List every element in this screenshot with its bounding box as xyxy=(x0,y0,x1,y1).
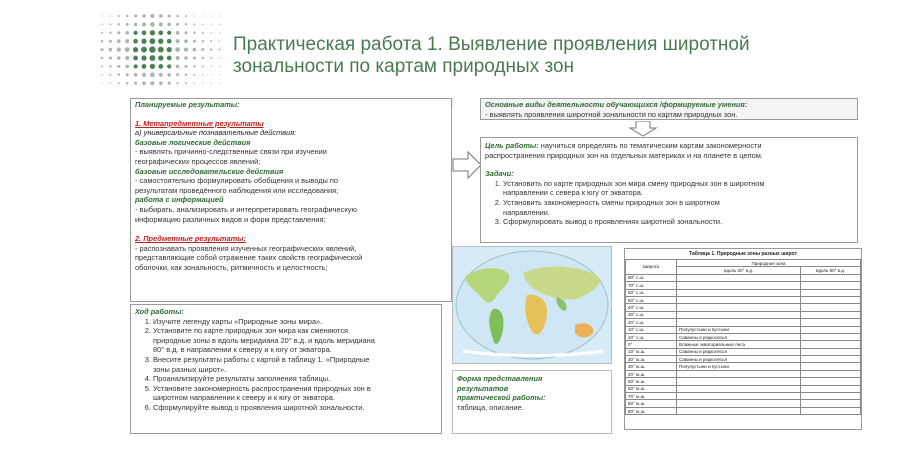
table-body xyxy=(626,274,861,414)
decorative-dot xyxy=(158,39,163,44)
zone-80-cell xyxy=(801,407,861,414)
zone-80-cell xyxy=(801,319,861,326)
decorative-dot xyxy=(202,83,203,84)
zone-20-cell: Саванны и редколесья xyxy=(677,348,801,355)
decorative-dot xyxy=(176,56,180,60)
zone-80-cell xyxy=(801,311,861,318)
table-row xyxy=(626,311,861,318)
decorative-dot xyxy=(141,39,146,44)
procedure-step-line: природные зоны в вдоль меридиана 20° в.д. и вдоль меридиана xyxy=(153,335,375,345)
decorative-dot xyxy=(150,81,154,85)
decorative-dot xyxy=(219,57,220,58)
planned-line: информацию различных видов и форм представления; xyxy=(135,214,326,224)
natural-zones-table xyxy=(625,259,861,415)
zone-80-cell xyxy=(801,348,861,355)
decorative-dot xyxy=(134,23,138,27)
procedure-step-line: 80° в.д. в направлении к северу и к югу от экватора. xyxy=(153,345,332,355)
decorative-dot xyxy=(125,31,129,35)
page-title xyxy=(233,34,853,78)
zone-20-cell xyxy=(677,385,801,392)
form-text: таблица, описание. xyxy=(457,402,524,412)
decorative-dot xyxy=(158,64,163,69)
decorative-dot xyxy=(117,39,121,43)
col-80-header: вдоль 80° в.д. xyxy=(801,267,861,274)
table-row xyxy=(626,370,861,377)
zone-80-cell xyxy=(801,326,861,333)
latitude-cell: 70° ю.ш. xyxy=(626,393,677,400)
planned-line: - выявлять причинно-следственные связи при изучении xyxy=(135,147,327,157)
decorative-dot xyxy=(101,40,103,42)
decorative-dot xyxy=(109,56,112,59)
table-row xyxy=(626,385,861,392)
form-line xyxy=(457,393,607,403)
decorative-dot xyxy=(109,65,111,67)
decorative-dot xyxy=(185,23,187,25)
latitude-cell: 60° с.ш. xyxy=(626,289,677,296)
decorative-dot xyxy=(117,48,121,52)
decorative-dot xyxy=(202,24,203,25)
zone-20-cell xyxy=(677,319,801,326)
decorative-dot xyxy=(193,56,196,59)
goal-tasks-box xyxy=(480,137,858,243)
decorative-dot xyxy=(134,82,137,85)
decorative-dot xyxy=(168,82,171,85)
zone-80-cell xyxy=(801,296,861,303)
decorative-dot xyxy=(176,73,179,76)
decorative-dot xyxy=(176,65,180,69)
zone-80-cell xyxy=(801,341,861,348)
procedure-list xyxy=(135,317,437,413)
decorative-dot xyxy=(193,32,195,34)
planned-line: - выбирать, анализировать и интерпретировать географическую xyxy=(135,204,357,214)
table-row xyxy=(626,393,861,400)
zone-80-cell xyxy=(801,363,861,370)
latitude-cell: 40° ю.ш. xyxy=(626,370,677,377)
table-row xyxy=(626,341,861,348)
decorative-dot xyxy=(193,23,195,25)
zone-20-cell: Полупустыни и пустыни xyxy=(677,363,801,370)
right-arrow-icon xyxy=(452,150,482,180)
table-row xyxy=(626,363,861,370)
decorative-dot xyxy=(100,48,103,51)
goal-label: Цель работы: xyxy=(485,141,539,150)
planned-results-box xyxy=(130,98,452,302)
procedure-step-line: 6. Сформулируйте вывод о проявления широтной зональности. xyxy=(153,402,365,412)
decorative-dot xyxy=(101,83,102,84)
decorative-dot xyxy=(219,66,220,67)
decorative-dot xyxy=(142,22,146,26)
decorative-dot xyxy=(167,73,171,77)
down-arrow-icon xyxy=(628,121,658,137)
decorative-dot xyxy=(176,15,178,17)
table-row xyxy=(626,274,861,281)
task-item xyxy=(503,198,853,217)
decorative-dot xyxy=(158,30,163,35)
table-row xyxy=(626,348,861,355)
decorative-dot xyxy=(176,23,179,26)
decorative-dot xyxy=(202,65,204,67)
decorative-dot xyxy=(176,39,180,43)
decorative-dot xyxy=(141,47,147,53)
procedure-step xyxy=(153,384,437,403)
decorative-dot xyxy=(158,55,163,60)
decorative-dot xyxy=(219,24,220,25)
task-item-line: 1. Установить по карте природных зон мира смену природных зон в широтном xyxy=(503,178,765,188)
decorative-dot xyxy=(211,24,212,25)
decorative-dot xyxy=(101,24,102,25)
decorative-dot xyxy=(175,47,180,52)
decorative-dot xyxy=(117,56,121,60)
planned-line: - самостоятельно формулировать обобщения и выводы по xyxy=(135,176,338,186)
decorative-dot xyxy=(149,38,155,44)
decorative-dot xyxy=(210,48,212,50)
decorative-dot xyxy=(219,49,221,51)
procedure-step xyxy=(153,317,437,327)
zone-80-cell xyxy=(801,356,861,363)
planned-line: а) универсальные познавательные действия: xyxy=(135,128,297,138)
form-heading-2: результатов xyxy=(457,383,509,393)
task-item xyxy=(503,217,853,227)
procedure-step-line: 1. Изучите легенду карты «Природные зоны мира». xyxy=(153,316,323,326)
decorative-dot xyxy=(118,74,120,76)
decorative-dot xyxy=(168,14,171,17)
zone-20-cell: Влажные экваториальные леса xyxy=(677,341,801,348)
zone-80-cell xyxy=(801,385,861,392)
decorative-dot xyxy=(109,74,111,76)
decorative-dot xyxy=(159,73,163,77)
decorative-dot xyxy=(167,47,172,52)
decorative-dot xyxy=(211,32,212,33)
table-row xyxy=(626,356,861,363)
decorative-dot xyxy=(210,57,212,59)
decorative-dot xyxy=(167,39,172,44)
decorative-dot xyxy=(211,66,212,67)
decorative-dot xyxy=(176,82,178,84)
decorative-dot xyxy=(101,15,102,16)
table-row xyxy=(626,304,861,311)
decorative-dot xyxy=(118,82,120,84)
procedure-step xyxy=(153,374,437,384)
decorative-dot xyxy=(134,31,138,35)
zone-80-cell xyxy=(801,333,861,340)
table-row xyxy=(626,282,861,289)
world-map-image xyxy=(453,247,611,363)
zone-20-cell xyxy=(677,400,801,407)
planned-line: работа с информацией xyxy=(135,195,224,205)
procedure-heading: Ход работы: xyxy=(135,307,184,316)
decorative-dot xyxy=(159,81,163,85)
task-item-line: направлении. xyxy=(503,207,550,217)
decorative-dot xyxy=(125,47,130,52)
zone-80-cell xyxy=(801,304,861,311)
decorative-dot xyxy=(101,65,103,67)
subject-line: - распознавать проявления изученных географических явлений, xyxy=(135,243,357,253)
decorative-dot xyxy=(184,31,187,34)
decorative-dot xyxy=(211,83,212,84)
zone-20-cell xyxy=(677,274,801,281)
zone-20-cell xyxy=(677,289,801,296)
col-20-header: вдоль 20° в.д. xyxy=(677,267,801,274)
decorative-dot xyxy=(134,64,138,68)
decorative-dot xyxy=(185,82,187,84)
decorative-dot xyxy=(159,22,163,26)
decorative-dot xyxy=(142,14,146,18)
decorative-dot xyxy=(142,81,146,85)
decorative-dot xyxy=(193,40,196,43)
latitude-cell: 10° с.ш. xyxy=(626,326,677,333)
decorative-dot xyxy=(202,57,204,59)
goal-line-1 xyxy=(485,141,853,151)
zone-80-cell xyxy=(801,393,861,400)
decorative-dot xyxy=(133,56,138,61)
decorative-dot xyxy=(167,31,171,35)
decorative-dot xyxy=(150,64,155,69)
task-item-line: 2. Установить закономерность смены природных зон в широтном xyxy=(503,197,720,207)
decorative-dot xyxy=(126,23,129,26)
decorative-dot xyxy=(117,31,120,34)
decorative-dot xyxy=(184,48,188,52)
decorative-dot xyxy=(150,72,155,77)
task-item-line: 3. Сформулировать вывод о проявлениях широтной зональности. xyxy=(503,217,723,227)
table-caption: Таблица 1. Природные зоны разных широт xyxy=(689,251,797,257)
title-line-1: Практическая работа 1. Выявление проявления широтной xyxy=(233,34,750,55)
decorative-dot xyxy=(109,48,113,52)
decorative-dot xyxy=(142,64,147,69)
decorative-dot xyxy=(101,74,102,75)
decorative-dot xyxy=(184,39,188,43)
col-zone-header: Природная зона xyxy=(677,260,861,267)
decorative-dot xyxy=(193,48,197,52)
latitude-cell: 30° ю.ш. xyxy=(626,363,677,370)
activity-heading: Основные виды деятельности обучающихся /формируемые умения: xyxy=(485,100,748,109)
table-row xyxy=(626,319,861,326)
planned-line: результатам проведённого наблюдения или исследования; xyxy=(135,185,339,195)
decorative-dot xyxy=(193,65,195,67)
table-row xyxy=(626,400,861,407)
zone-20-cell xyxy=(677,282,801,289)
title-line-2: зональности по картам природных зон xyxy=(233,56,574,77)
decorative-dot xyxy=(211,15,212,16)
decorative-dot xyxy=(219,15,220,16)
decorative-dot xyxy=(149,46,155,52)
planned-line: географических процессов явлений; xyxy=(135,156,261,166)
decorative-dot xyxy=(142,30,147,35)
decorative-dot xyxy=(185,15,187,17)
latitude-cell: 40° с.ш. xyxy=(626,304,677,311)
procedure-box xyxy=(130,304,442,434)
zone-20-cell xyxy=(677,304,801,311)
zone-20-cell xyxy=(677,296,801,303)
procedure-step xyxy=(153,403,437,413)
latitude-cell: 80° с.ш. xyxy=(626,274,677,281)
decorative-dot xyxy=(194,83,195,84)
decorative-dot xyxy=(158,47,164,53)
decorative-dot xyxy=(125,56,129,60)
planned-heading: Планируемые результаты: xyxy=(135,100,240,109)
procedure-step-line: широтном направлении к северу и к югу от экватора. xyxy=(153,393,335,403)
decorative-dot xyxy=(134,14,137,17)
tasks-list xyxy=(485,179,853,227)
table-row xyxy=(626,407,861,414)
goal-text-2: распространения природных зон на отдельных материках и на планете в целом. xyxy=(485,150,763,160)
decorative-dot xyxy=(185,74,187,76)
zone-80-cell xyxy=(801,370,861,377)
decorative-dot xyxy=(133,47,138,52)
planned-line: базовые исследовательские действия xyxy=(135,166,284,176)
decorative-dot xyxy=(211,74,212,75)
world-natural-zones-map xyxy=(452,246,612,364)
zone-20-cell xyxy=(677,393,801,400)
zone-20-cell xyxy=(677,407,801,414)
decorative-dot xyxy=(141,55,146,60)
zone-20-cell: Саванны и редколесья xyxy=(677,356,801,363)
task-item xyxy=(503,179,853,198)
latitude-cell: 70° с.ш. xyxy=(626,282,677,289)
planned-line: базовые логические действия xyxy=(135,137,251,147)
goal-text-1: научиться определять по тематическим картам закономерности xyxy=(538,141,762,150)
decorative-dot xyxy=(159,14,163,18)
subject-lines xyxy=(135,244,447,273)
decorative-dot xyxy=(118,15,120,17)
latitude-cell: 80° ю.ш. xyxy=(626,400,677,407)
latitude-cell: 80° ю.ш. xyxy=(626,407,677,414)
decorative-dot xyxy=(202,15,203,16)
latitude-cell: 0° xyxy=(626,341,677,348)
decorative-dot xyxy=(193,74,195,76)
decorative-dot xyxy=(101,57,103,59)
zone-80-cell xyxy=(801,378,861,385)
activity-text: - выявлять проявления широтной зональности по картам природных зон. xyxy=(485,109,738,119)
latitude-cell: 50° ю.ш. xyxy=(626,378,677,385)
decorative-dot xyxy=(125,39,129,43)
decorative-dot xyxy=(184,56,188,60)
subject-results-heading: 2. Предметные результаты: xyxy=(135,234,246,244)
zone-80-cell xyxy=(801,289,861,296)
procedure-step-line: зоны разных широт». xyxy=(153,364,227,374)
decorative-dot xyxy=(210,40,212,42)
decorative-dot xyxy=(176,31,180,35)
latitude-cell: 10° с.ш. xyxy=(626,333,677,340)
table-row xyxy=(626,289,861,296)
decorative-dot xyxy=(202,32,204,34)
decorative-dot xyxy=(167,56,172,61)
latitude-cell: 20° с.ш. xyxy=(626,319,677,326)
zone-80-cell xyxy=(801,400,861,407)
form-heading-3: практической работы: xyxy=(457,393,546,403)
latitude-cell: 10° ю.ш. xyxy=(626,348,677,355)
zone-80-cell xyxy=(801,282,861,289)
task-item-line: направлении с севера к югу от экватора. xyxy=(503,188,643,198)
zone-20-cell xyxy=(677,311,801,318)
decorative-dot xyxy=(134,73,138,77)
decorative-dot xyxy=(167,64,171,68)
decorative-dot xyxy=(219,74,220,75)
zone-20-cell: Саванны и редколесья xyxy=(677,333,801,340)
procedure-step xyxy=(153,355,437,374)
decorative-dot xyxy=(125,65,129,69)
decorative-dot xyxy=(202,40,204,42)
meta-results-heading: 1. Метапредметные результаты xyxy=(135,118,264,128)
zone-20-cell xyxy=(677,370,801,377)
natural-zones-table-box xyxy=(624,248,862,430)
decorative-dot xyxy=(150,30,155,35)
table-row xyxy=(626,333,861,340)
tasks-heading: Задачи: xyxy=(485,169,514,179)
subject-line: оболочки, как зональность, ритмичность и целостность; xyxy=(135,262,328,272)
procedure-step-line: 4. Проанализируйте результаты заполнения таблицы. xyxy=(153,374,331,384)
table-row xyxy=(626,296,861,303)
decorative-dot xyxy=(150,22,155,27)
decorative-dot xyxy=(118,23,120,25)
decorative-dot xyxy=(109,40,112,43)
decorative-dot xyxy=(150,14,154,18)
zone-20-cell xyxy=(677,378,801,385)
decorative-dot xyxy=(219,32,220,33)
activity-box xyxy=(480,98,858,120)
decorative-dot xyxy=(126,82,128,84)
procedure-step xyxy=(153,326,437,355)
planned-lines xyxy=(135,128,447,224)
latitude-cell: 50° с.ш. xyxy=(626,296,677,303)
decorative-dot xyxy=(126,73,129,76)
decorative-dot xyxy=(109,32,111,34)
decorative-dot xyxy=(184,65,187,68)
decorative-dot xyxy=(149,55,155,61)
procedure-step-line: 5. Установите закономерность распространения природных зон в xyxy=(153,383,371,393)
decorative-dot xyxy=(219,83,220,84)
decorative-dot xyxy=(142,73,146,77)
procedure-step-line: 3. Внесите результаты работы с картой в таблицу 1. «Природные xyxy=(153,354,370,364)
procedure-step-line: 2. Установите по карте природных зон мира как сменяются xyxy=(153,326,349,336)
decorative-dot xyxy=(201,48,204,51)
decorative-dot xyxy=(194,15,195,16)
decorative-dot xyxy=(110,15,111,16)
decorative-dot xyxy=(117,65,120,68)
table-row xyxy=(626,326,861,333)
latitude-cell: 30° с.ш. xyxy=(626,311,677,318)
decorative-dot xyxy=(202,74,203,75)
latitude-cell: 20° ю.ш. xyxy=(626,356,677,363)
result-form-box xyxy=(452,370,612,434)
decorative-dot xyxy=(109,23,111,25)
zone-80-cell xyxy=(801,274,861,281)
decorative-dot xyxy=(101,32,103,34)
decorative-dot xyxy=(126,15,128,17)
decorative-dot xyxy=(110,83,111,84)
decorative-dot xyxy=(219,41,220,42)
decorative-dot-grid xyxy=(98,12,226,88)
form-heading-1: Форма представления xyxy=(457,374,543,383)
latitude-cell: 60° ю.ш. xyxy=(626,385,677,392)
subject-line: представляющие собой отражение таких свойств географической xyxy=(135,253,363,263)
zone-20-cell: Полупустыни и пустыни xyxy=(677,326,801,333)
decorative-dot xyxy=(167,23,171,27)
table-row xyxy=(626,378,861,385)
col-latitude-header: Широта xyxy=(626,260,677,275)
decorative-dot xyxy=(133,39,138,44)
